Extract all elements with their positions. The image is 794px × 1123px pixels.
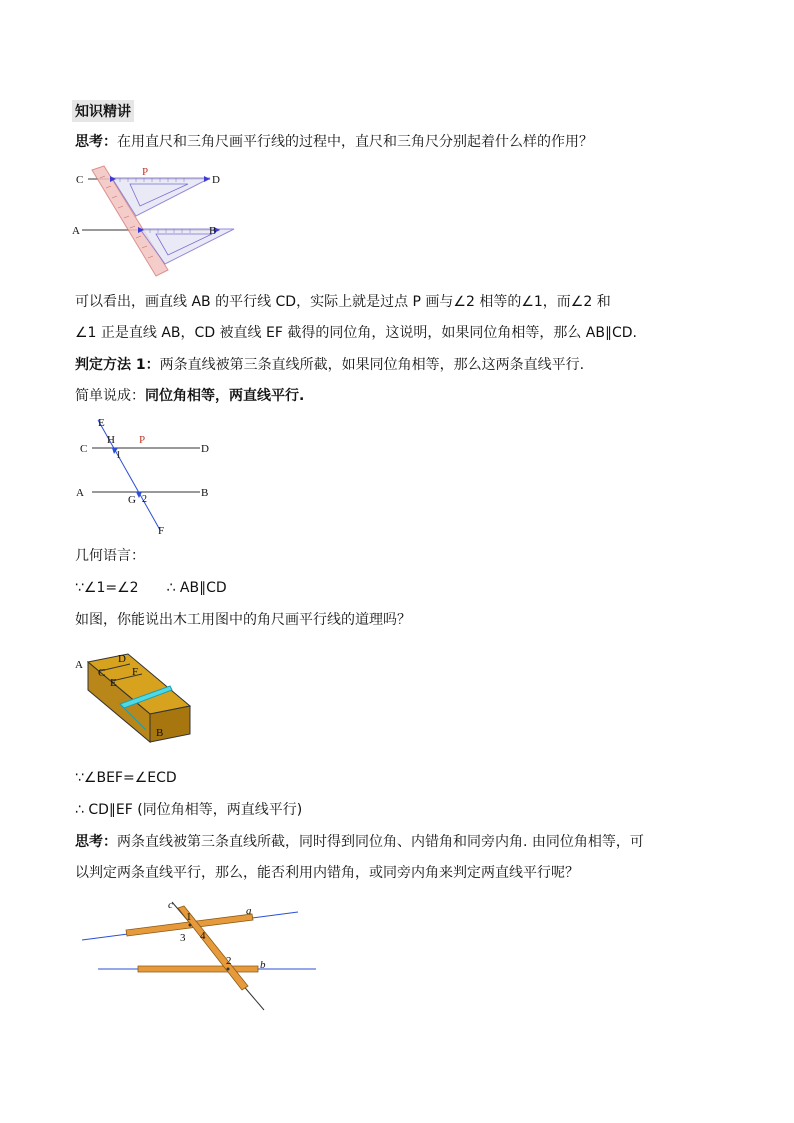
think2-line-2: 以判定两条直线平行，那么，能否利用内错角，或同旁内角来判定两直线平行呢？	[75, 865, 579, 881]
section-title: 知识精讲	[72, 100, 134, 122]
explain-line-2: ∠1 正是直线 AB，CD 被直线 EF 截得的同位角，这说明，如果同位角相等，那么 AB∥CD.	[75, 325, 637, 341]
simple-bold: 同位角相等，两直线平行	[145, 388, 299, 404]
label-e3: E	[110, 677, 117, 689]
simple-statement	[75, 386, 304, 406]
angle-2-label: 2	[142, 494, 147, 505]
method-label: 判定方法 1：	[75, 357, 160, 373]
simple-suffix: .	[299, 388, 305, 404]
label-d: D	[212, 174, 220, 186]
label-p2: P	[139, 434, 146, 446]
label-a2: A	[76, 487, 84, 499]
statement-because-therefore-1: ∵∠1=∠2 ∴ AB∥CD	[75, 580, 227, 596]
think-question-2	[75, 832, 644, 852]
label-p: P	[142, 166, 149, 178]
judgement-method-1	[75, 355, 584, 375]
think-label: 思考：	[75, 134, 117, 150]
label-g: G	[128, 494, 136, 506]
angle-2: 2	[226, 955, 232, 967]
label-b2: B	[201, 487, 209, 499]
rod-b	[138, 966, 258, 972]
label-line-b: b	[260, 959, 266, 971]
rods-figure	[78, 896, 318, 1014]
ruler-triangle-figure	[70, 164, 240, 286]
statement-because-2: ∵∠BEF=∠ECD	[75, 770, 177, 786]
angle-1: 1	[186, 911, 192, 923]
label-a: A	[72, 225, 80, 237]
label-b: B	[209, 225, 217, 237]
think-question-1	[75, 132, 593, 152]
label-a3: A	[75, 659, 83, 671]
label-c: C	[76, 174, 84, 186]
think2-label: 思考：	[75, 834, 117, 850]
geometry-language-label: 几何语言：	[75, 548, 145, 564]
label-f3: F	[132, 666, 139, 678]
label-c3: C	[98, 667, 106, 679]
label-line-c: c	[168, 899, 173, 911]
angle-4: 4	[200, 930, 206, 942]
label-d2: D	[201, 443, 209, 455]
carpenter-square-figure	[72, 648, 200, 748]
angle-3: 3	[180, 932, 186, 944]
label-e: E	[98, 417, 105, 429]
label-d3: D	[118, 653, 126, 665]
label-line-a: a	[246, 905, 252, 917]
transversal-figure	[72, 414, 222, 540]
statement-therefore-3: ∴ CD∥EF (同位角相等，两直线平行)	[75, 802, 303, 818]
label-c2: C	[80, 443, 88, 455]
carpenter-question: 如图，你能说出木工用图中的角尺画平行线的道理吗？	[75, 612, 411, 628]
label-f: F	[158, 525, 165, 537]
think-text: 在用直尺和三角尺画平行线的过程中，直尺和三角尺分别起着什么样的作用？	[117, 134, 593, 150]
angle-1-label: 1	[116, 450, 121, 461]
think2-line-1: 两条直线被第三条直线所截，同时得到同位角、内错角和同旁内角. 由同位角相等，可	[117, 834, 644, 850]
label-h: H	[107, 434, 115, 446]
simple-prefix: 简单说成：	[75, 388, 145, 404]
explain-line-1: 可以看出，画直线 AB 的平行线 CD，实际上就是过点 P 画与∠2 相等的∠1，而∠2 和	[75, 294, 611, 310]
label-b3: B	[156, 727, 164, 739]
method-text: 两条直线被第三条直线所截，如果同位角相等，那么这两条直线平行.	[159, 357, 585, 373]
